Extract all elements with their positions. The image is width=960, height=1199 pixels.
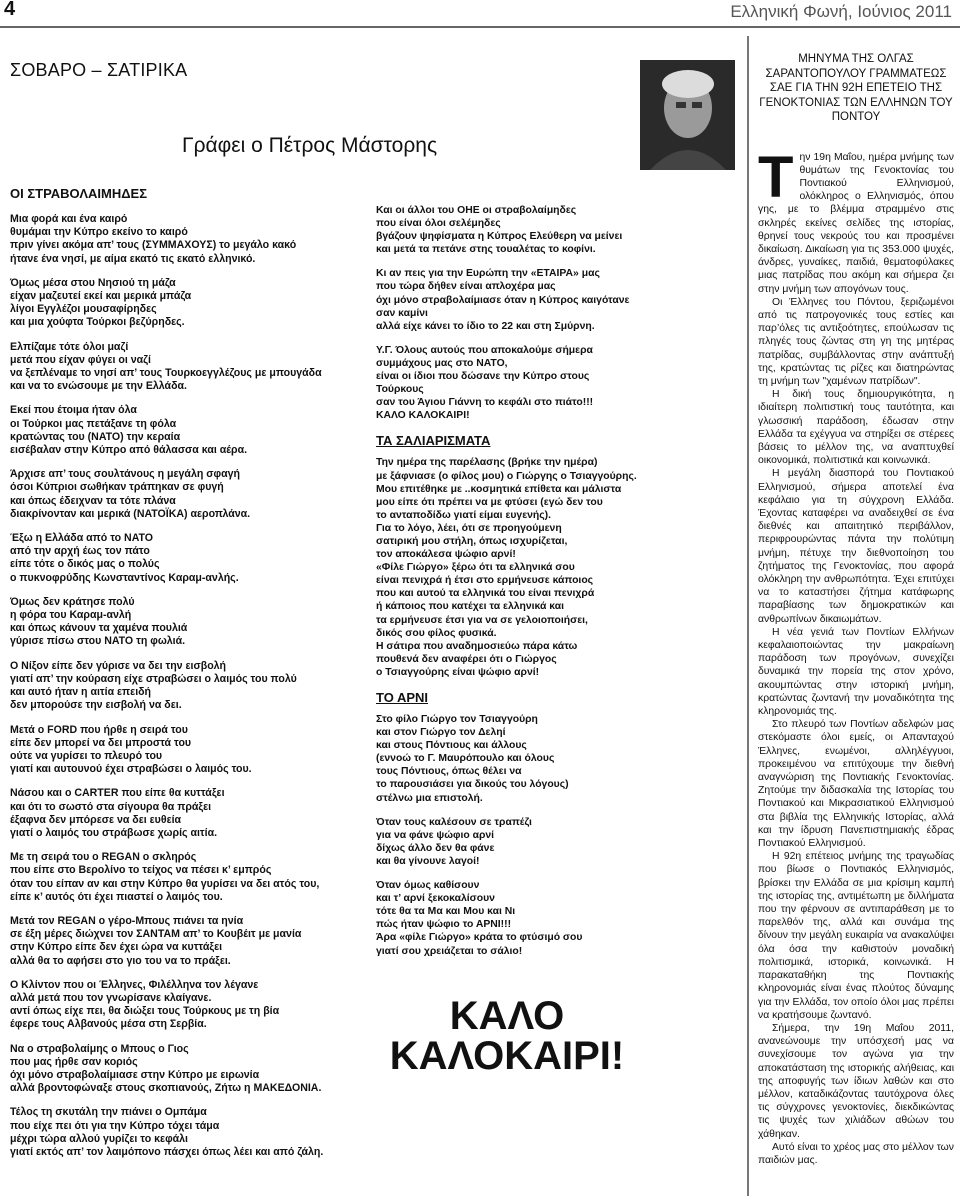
paragraph: Η δική τους δημιουργικότητα, η ιδιαίτερη πολιτιστική τους ταυτότητα, και γλωσσική παράδοση, έδωσαν στην Ελλάδα τα εχέγγυα να στηρίξει σε στέρεες βάσεις το μέλλον της, να αναπτυχθεί οικονομικά, πολιτιστικά και κοινωνικά. [758, 389, 954, 467]
poem-body [10, 213, 365, 1159]
stanza: Ελπίζαμε τότε όλοι μαζί μετά που είχαν φύγει οι ναζί να ξεπλέναμε το νησί απ’ τους Τουρκοεγγλέζους με μπουγάδα και να το ενώσουμε με την Ελλάδα. [10, 340, 322, 393]
paragraph: Οι Έλληνες του Πόντου, ξεριζωμένοι από τις πατρογονικές τους εστίες και παρ’όλες τις αντιξοότητες, επούλωσαν τις πληγές τους ζώντας στη γη της μητέρας πατρίδας, συμβάλλοντας στην ανάπτυξή της, κρατώντας τις ρίζες και διατηρώντας τη μνήμη των "χαμένων πατρίδων". [758, 296, 954, 387]
top-rule [0, 26, 960, 28]
paragraph: Η νέα γενιά των Ποντίων Ελλήνων κεφαλαιοποιώντας την μακραίωνη παράδοση των προγόνων, συνεχίζει δυναμικά την πορεία της στον χρόνο, ακουμπώντας στην ιστορική μνήμη, κρατώντας ζωντανή την μοναδικότητα της κληρονομιάς της. [758, 626, 954, 718]
stanza: Υ.Γ. Όλους αυτούς που αποκαλούμε σήμερα συμμάχους μας στο ΝΑΤΟ, είναι οι ίδιοι που δώσανε την Κύπρο στους Τούρκους σαν του Άγιου Γιάννη το κεφάλι στο πιάτο!!! ΚΑΛΟ ΚΑΛΟΚΑΙΡΙ! [376, 344, 594, 422]
arni-dedication: Στο φίλο Γιώργο τον Τσιαγγούρη και στον Γιώργο τον Δεληί και στους Πόντιους και άλλους (εννοώ το Γ. Μαυρόπουλο και όλους τους Πόντιους, όπως θέλει να το παρουσιάσει για δικούς του λόγους) στέλνω μια επιστολή. [376, 714, 569, 804]
paragraph: Σήμερα, την 19η Μαΐου 2011, ανανεώνουμε την υπόσχεσή μας να συνεχίσουμε τον αγώνα για την αποκατάσταση της ιστορικής αλήθειας, και της αποφυγής των ίδιων λαθών και στο μέλλον, καταδικάζοντας ταυτόχρονα όλες τις σύγχρονες γενοκτονίες, διεκδικώντας τις ψυχές των χιλιάδων αθώων του χάθηκαν. [758, 1022, 954, 1140]
stanza: Νάσου και ο CARTER που είπε θα κυττάξει και ότι το σωστό στα σίγουρα θα πράξει έξαφνα δεν μπόρεσε να δει ευθεία γιατί ο λαιμός του στράβωσε χωρίς αιτία. [10, 787, 225, 839]
stanza: Όταν όμως καθίσουν και τ’ αρνί ξεκοκαλίσουν τότε θα τα Μα και Μου και Νι πώς ήταν ψώφιο το ΑΡΝΙ!!! Άρα «φίλε Γιώργο» κράτα το φτύσιμό σου γιατί σου χρειάζεται το σάλιο! [376, 880, 583, 957]
message-column [758, 52, 954, 1167]
author-photo [640, 60, 735, 170]
stanza: Μετά ο FORD που ήρθε η σειρά του είπε δεν μπορεί να δει μπροστά του ούτε να γυρίσει το πλευρό του γιατί και αυτουνού έχει στραβώσει ο λαιμός του. [10, 723, 252, 776]
stanza: Με τη σειρά του ο REGAN ο σκληρός που είπε στο Βερολίνο το τείχος να πέσει κ’ εμπρός όταν του είπαν αν και στην Κύπρο θα γυρίσει να δει ατός του, είπε κ’ αυτός ότι έχει πιαστεί ο λαιμός του. [10, 851, 320, 903]
stanza: Όμως μέσα στου Νησιού τη μάζα είχαν μαζευτεί εκεί και μερικά μπάζα λίγοι Εγγλέζοι μουσαφίρηδες και μια χούφτα Τούρκοι βεζύρηδες. [10, 276, 192, 329]
stanza: Άρχισε απ’ τους σουλτάνους η μεγάλη σφαγή όσοι Κύπριοι σωθήκαν τράπηκαν σε φυγή και όπως έδειχναν τα τότε πλάνα διακρίνονταν και μερικά (ΝΑΤΟΪΚΑ) αεροπλάνα. [10, 468, 251, 520]
paragraph: Αυτό είναι το χρέος μας στο μέλλον των παιδιών μας. [758, 1141, 954, 1166]
stanza: Όμως δεν κράτησε πολύ η φόρα του Καραμ-ανλή και όπως κάνουν τα χαμένα πουλιά γύρισε πίσω στου ΝΑΤΟ τη φωλιά. [10, 595, 188, 648]
stanza: Να ο στραβολαίμης ο Μπους ο Γιος που μας ήρθε σαν κοριός όχι μόνο στραβολαίμιασε στην Κύπρο με ειρωνία αλλά βροντοφώναξε στους σκοπιανούς, Ζήτω η ΜΑΚΕΔΟΝΙΑ. [10, 1042, 322, 1095]
message-body [758, 144, 954, 1168]
message-title: ΜΗΝΥΜΑ ΤΗΣ ΟΛΓΑΣ ΣΑΡΑΝΤΟΠΟΥΛΟΥ ΓΡΑΜΜΑΤΕΩΣ ΣΑΕ ΓΙΑ ΤΗΝ 92Η ΕΠΕΤΕΙΟ ΤΗΣ ΓΕΝΟΚΤΟΝΙΑΣ ΤΩΝ ΕΛΛΗΝΩΝ ΤΟΥ ΠΟΝΤΟΥ [759, 53, 953, 123]
stanza: Και οι άλλοι του ΟΗΕ οι στραβολαίμηδες που είναι όλοι σελέμηδες βγάζουν ψηφίσματα η Κύπρος Ελεύθερη να μείνει και μετά τα πετάνε στης τουαλέτας το κοφίνι. [376, 205, 623, 256]
stanza: Μετά τον REGAN ο γέρο-Μπους πιάνει τα ηνία σε έξη μέρες διώχνει τον ΣΑΝΤΑΜ απ’ το Κουβέιτ με μανία στην Κύπρο είπε δεν έχει ώρα να κυττάξει αλλά θα το αφήσει στο γιο του να το πράξει. [10, 914, 302, 967]
section-title: ΣΟΒΑΡΟ – ΣΑΤΙΡΙΚΑ [10, 60, 188, 80]
byline: Γράφει ο Πέτρος Μάστορης [182, 134, 438, 157]
drop-cap: Τ [758, 144, 794, 210]
arni-heading: ΤΟ ΑΡΝΙ [376, 690, 429, 705]
stanza: Τέλος τη σκυτάλη την πιάνει ο Ομπάμα που είχε πει ότι για την Κύπρο τόχει τάμα μέχρι τώρα αλλού γυρίζει το κεφάλι γιατί εκτός απ’ τον λαιμόπονο πάσχει όπως λέει και από ζάλη. [10, 1106, 324, 1158]
paragraph: Η μεγάλη διασπορά του Ποντιακού Ελληνισμού, σήμερα αποτελεί ένα κεφάλαιο για τη σύγχρονη Ελλάδα. Έχοντας καταφέρει να αναδειχθεί σε ένα διεθνές και απαιτητικό περιβάλλον, περιφρουρώντας πάντα την πολύτιμη μνήμη, πέτυχε την διεθνοποίηση του ζητήματος της Γενοκτονίας, που αφορά ολόκληρη την ανθρωπότητα. Έχει επιτύχει να το καταστήσει ζήτημα κατάφωρης παραβίασης των δημοκρατικών και ανθρωπίνων δικαιωμάτων. [758, 468, 954, 625]
poem-body-cont [376, 204, 638, 422]
stanza: Εκεί που έτοιμα ήταν όλα οι Τούρκοι μας πετάξανε τη φόλα κρατώντας του (ΝΑΤΟ) την κεραία εισέβαλαν στην Κύπρο από θάλασσα και αέρα. [10, 404, 248, 457]
satire-column-2 [376, 204, 638, 1076]
column-divider [747, 36, 749, 1196]
stanza: Έξω η Ελλάδα από το ΝΑΤΟ από την αρχή έως τον πάτο είπε τότε ο δικός μας ο πολύς ο πυκνοφρύδης Κωνσταντίνος Καραμ-ανλής. [10, 532, 239, 584]
saliarismata-heading: ΤΑ ΣΑΛΙΑΡΙΣΜΑΤΑ [376, 433, 491, 449]
arni-poem [376, 816, 638, 958]
poem-title: ΟΙ ΣΤΡΑΒΟΛΑΙΜΗΔΕΣ [10, 186, 148, 201]
page-number: 4 [4, 0, 16, 20]
stanza: Κι αν πεις για την Ευρώπη την «ΕΤΑΙΡΑ» μας που τώρα δήθεν είναι απλοχέρα μας όχι μόνο στραβολαίμιασε όταν η Κύπρος καιγότανε σαν καμίνι αλλά είχε κάνει το ίδιο το 22 και στη Σμύρνη. [376, 268, 630, 332]
message-first-paragraph: ην 19η Μαΐου, ημέρα μνήμης των θυμάτων της Γενοκτονίας του Ποντιακού Ελληνισμού, ολόκληρος ο Ελληνισμός, όπου γης, με το βλέμμα στραμμένο στις σκληρές εκείνες σελίδες της ιστορίας, θρηνεί τους νεκρούς του και προσμένει δικαίωση. Δικαίωση για τις 353.000 ψυχές, άνδρες, γυναίκες, παιδιά, θεματοφύλακες μιας πατρίδας που ακόμη και σήμερα ζει στην μνήμη των απογόνων τους. [758, 151, 954, 295]
saliarismata-text: Την ημέρα της παρέλασης (βρήκε την ημέρα) με ξάφνιασε (ο φίλος μου) ο Γιώργης ο Τσιαγγούρης. Μου επιτέθηκε με ..κοσμητικά επίθετα και μάλιστα μου είπε ότι πρέπει να με φτύσει (εγώ δεν του το ανταποδίδω γιατί είμαι ευγενής). Για το λόγο, λέει, ότι σε προηγούμενη σατιρική μου στήλη, όπως ισχυρίζεται, τον αποκάλεσα ψώφιο αρνί! «Φίλε Γιώργο» ξέρω ότι τα ελληνικά σου είναι πενιχρά ή έτσι στο ερμήνευσε κάποιος που και αυτού τα ελληνικά του είναι πενιχρά ή κάποιος που κατέχει τα ελληνικά και τα ερμήνευσε έτσι για να σε γελοιοποιήσει, δικός σου φίλος φυσικά. Η σάτιρα που αναδημοσιεύω πάρα κάτω πουθενά δεν αναφέρει ότι ο Γιώργος ο Τσιαγγούρης είναι ψώφιο αρνί! [376, 457, 637, 678]
stanza: Ο Κλίντον που οι Έλληνες, Φιλέλληνα τον λέγανε αλλά μετά που τον γνωρίσανε κλαίγανε. αντί όπως είχε πει, θα διώξει τους Τούρκους με τη βία έφερε τους Αλβανούς μέσα στη Σερβία. [10, 978, 280, 1031]
satire-column [10, 60, 365, 1170]
paragraph: Η 92η επέτειος μνήμης της τραγωδίας που βίωσε ο Ποντιακός Ελληνισμός, βρίσκει την Ελλάδα σε μια κρίσιμη καμπή της ιστορίας της, αντιμέτωπη με διλλήματα που την φέρνουν σε αντιπαράθεση με το παρελθόν της, αλλά και συνάμα της δίνουν την μεγάλη ευκαιρία να ανακαλύψει όλα όσα την καθιστούν μοναδική πολιτισμικά, ιστορικά, κοινωνικά. Η παρακαταθήκη της Ποντιακής κληρονομιάς είναι ένας πλούτος δύναμης για την Ελλάδα, τον οποίο όλοι μας πρέπει να κρατήσουμε ζωντανό. [758, 851, 954, 1021]
publication-date: Ελληνική Φωνή, Ιούνιος 2011 [730, 2, 952, 21]
stanza: Όταν τους καλέσουν σε τραπέζι για να φάνε ψώφιο αρνί δίχως άλλο δεν θα φάνε και θα γίνουνε λαγοί! [376, 816, 532, 867]
closing-greeting: ΚΑΛΟ ΚΑΛΟΚΑΙΡΙ! [389, 993, 625, 1078]
stanza: Μια φορά και ένα καιρό θυμάμαι την Κύπρο εκείνο το καιρό πριν γίνει ακόμα απ’ τους (ΣΥΜΜΑΧΟΥΣ) το μεγάλο κακό ήτανε ένα νησί, με αίμα εκατό τις εκατό ελληνικό. [10, 213, 297, 265]
paragraph: Στο πλευρό των Ποντίων αδελφών μας στεκόμαστε όλοι εμείς, οι Απανταχού Έλληνες, ενωμένοι, αλληλέγγυοι, προκειμένου να επιτύχουμε την διεθνή αναγνώριση της Ποντιακής Γενοκτονίας. Ζητούμε την διδασκαλία της Ιστορίας του Ποντιακού και Μικρασιατικού Ελληνισμού στα βιβλία της Ελληνικής Ιστορίας, αλλά και την ίδρυση Πανεπιστημιακής έδρας Ποντιακού Ελληνισμού. [758, 719, 954, 850]
stanza: Ο Νίξον είπε δεν γύρισε να δει την εισβολή γιατί απ’ την κούραση είχε στραβώσει ο λαιμός του πολύ και αυτό ήταν η αιτία επειδή δεν μπορούσε την εισβολή να δει. [10, 659, 297, 712]
